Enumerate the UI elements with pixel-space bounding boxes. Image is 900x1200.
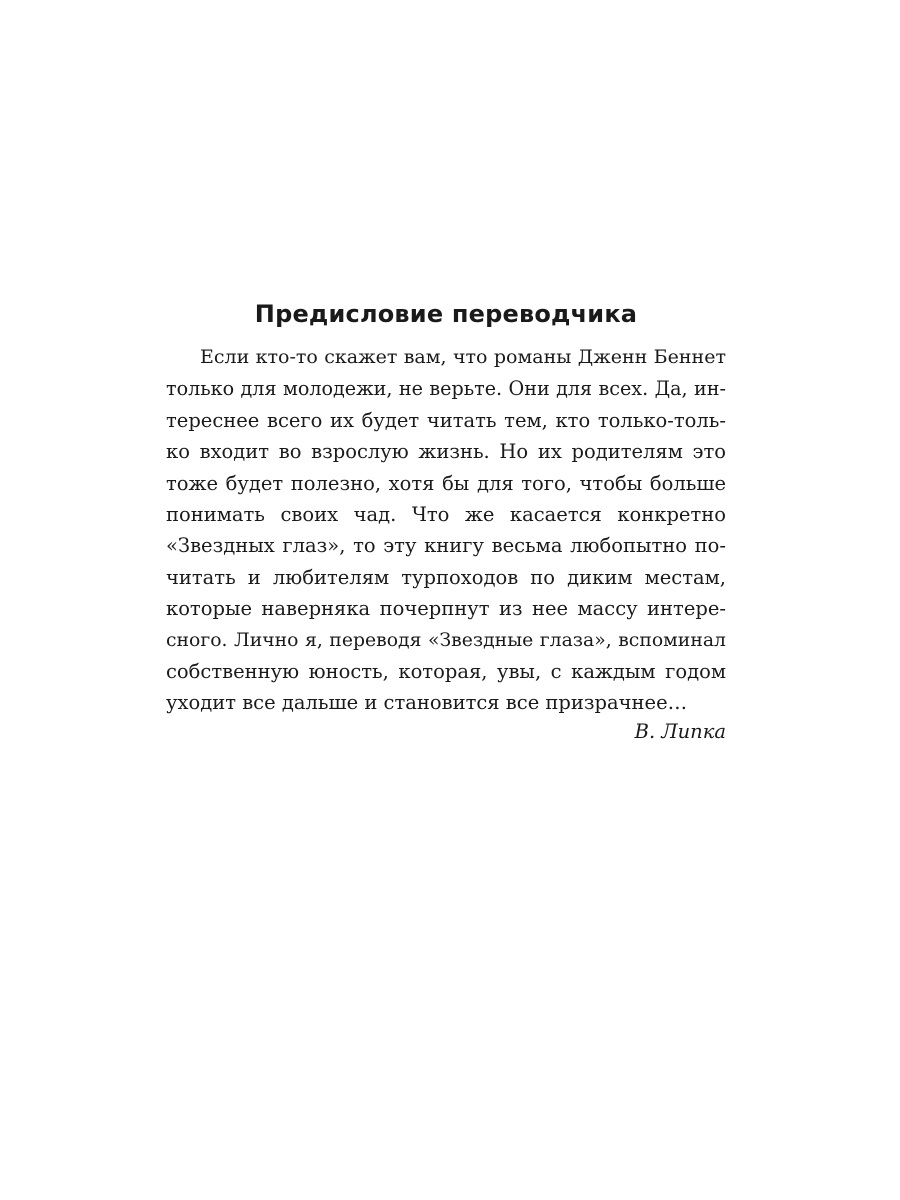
paragraph-line: сного. Лично я, переводя «Звездные глаза», вспоминал [166,629,726,651]
paragraph-line: читать и любителям турпоходов по диким местам, [166,565,726,589]
paragraph-line: Если кто-то скажет вам, что романы Дженн Беннет [200,346,726,368]
paragraph-line: понимать своих чад. Что же касается конкретно [166,502,726,526]
page-title: Предисловие переводчика [254,300,638,328]
paragraph-line: уходит все дальше и становится все призрачнее… [166,691,688,715]
paragraph-line: собственную юность, которая, увы, с каждым годом [166,659,726,683]
paragraph-line: тереснее всего их будет читать тем, кто только-толь- [166,408,726,432]
paragraph-line: тоже будет полезно, хотя бы для того, чтобы больше [166,471,726,495]
paragraph-line: только для молодежи, не верьте. Они для всех. Да, ин- [166,377,726,401]
translator-signature: В. Липка [634,720,726,743]
paragraph-line: которые наверняка почерпнут из нее массу интере- [166,597,726,621]
paragraph-line: «Звездных глаз», то эту книгу весьма любопытно по- [166,534,726,558]
preface-paragraph [166,342,726,719]
paragraph-line: ко входит во взрослую жизнь. Но их родителям это [166,440,726,464]
